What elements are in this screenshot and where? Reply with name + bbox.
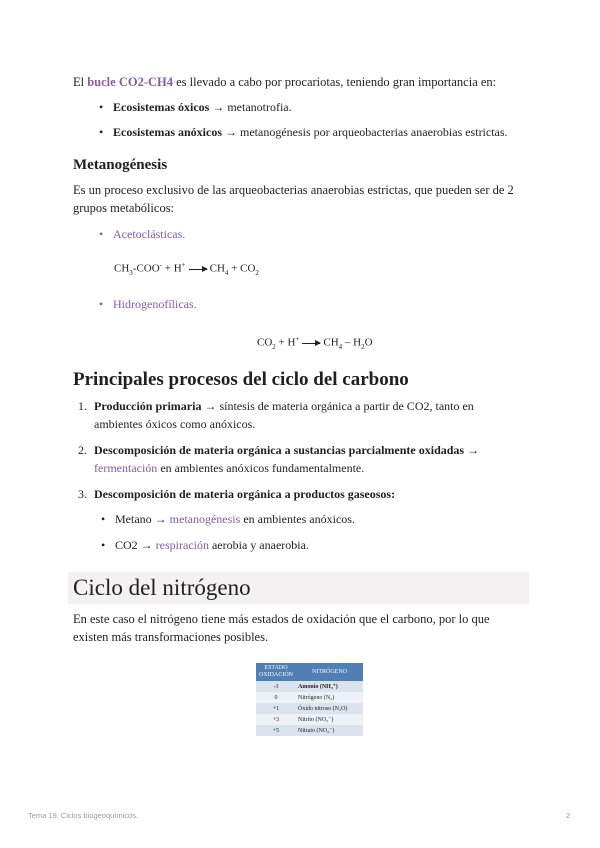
list-item: • Metano → metanogénesis en ambientes anóxicos. [101,512,355,526]
footer-title: Tema 19. Ciclos biogeoquímicos. [28,811,139,820]
bullet-icon: • [99,297,104,311]
bullet-icon: • [101,512,106,526]
nitrogeno-heading: Ciclo del nitrógeno [68,572,529,604]
bullet-icon: • [99,100,104,114]
list-item: • Ecosistemas óxicos → metanotrofia. [99,100,292,114]
table-row: 0 Nitrógeno (N₂) [256,692,363,703]
nitrogeno-text: En este caso el nitrógeno tiene más estados de oxidación que el carbono, por lo que existen más transformaciones posibles. [73,612,490,644]
bullet-icon: • [99,125,104,139]
table-row: +3 Nitrito (NO₂⁻) [256,714,363,725]
list-item [99,296,197,313]
bullet-icon: • [99,227,104,241]
list-item: 2. Descomposición de materia orgánica a sustancias parcialmente oxidadas → fermentación en ambientes anóxicos fundamentalmente. [78,443,480,475]
metanogenesis-link[interactable]: metanogénesis [169,512,241,526]
metanogenesis-heading: Metanogénesis [73,157,168,173]
arrow-icon [302,343,320,344]
list-item: 3. Descomposición de materia orgánica a productos gaseosos: [78,487,396,501]
table-row: -3 Amonio (NH₄⁺) [256,681,363,692]
bucle-link[interactable]: bucle CO2-CH4 [87,75,173,89]
intro-paragraph: El bucle CO2-CH4 es llevado a cabo por procariotas, teniendo gran importancia en: [73,75,497,89]
list-item: • CO2 → respiración aerobia y anaerobia. [101,538,309,552]
bullet-icon: • [101,538,106,552]
table-row: +1 Óxido nitroso (N₂O) [256,703,363,714]
fermentacion-link[interactable]: fermentación [94,461,158,475]
acetoclasticas-link[interactable]: Acetoclásticas. [113,227,186,241]
procesos-heading: Principales procesos del ciclo del carbono [73,369,409,390]
page-number: 2 [566,811,571,820]
table-row: +5 Nitrato (NO₃⁻) [256,725,363,736]
hidrogenofilicas-link[interactable]: Hidrogenofílicas. [113,297,197,311]
list-item [99,226,186,243]
table-header: ESTADO OXIDACIÓN [256,663,296,681]
oxidation-states-table [256,663,363,736]
formula-hydrogenophilic: $CO_2 + H^+$ $CH_4 - H_2O$ [257,335,373,351]
metanogenesis-text: Es un proceso exclusivo de las arqueobacterias anaerobias estrictas, que pueden ser de 2 grupos metabólicos: [73,183,514,215]
arrow-icon [189,269,207,270]
respiracion-link[interactable]: respiración [155,538,209,552]
formula-acetoclastic: $CH_3-COO^- + H^+$ $CH_4 + CO_2$ [114,261,259,277]
list-item: • Ecosistemas anóxicos → metanogénesis por arqueobacterias anaerobias estrictas. [99,125,508,139]
table-header: NITRÓGENO [296,663,363,681]
list-item: 1. Producción primaria → síntesis de materia orgánica a partir de CO2, tanto en ambientes óxicos como anóxicos. [78,399,474,431]
